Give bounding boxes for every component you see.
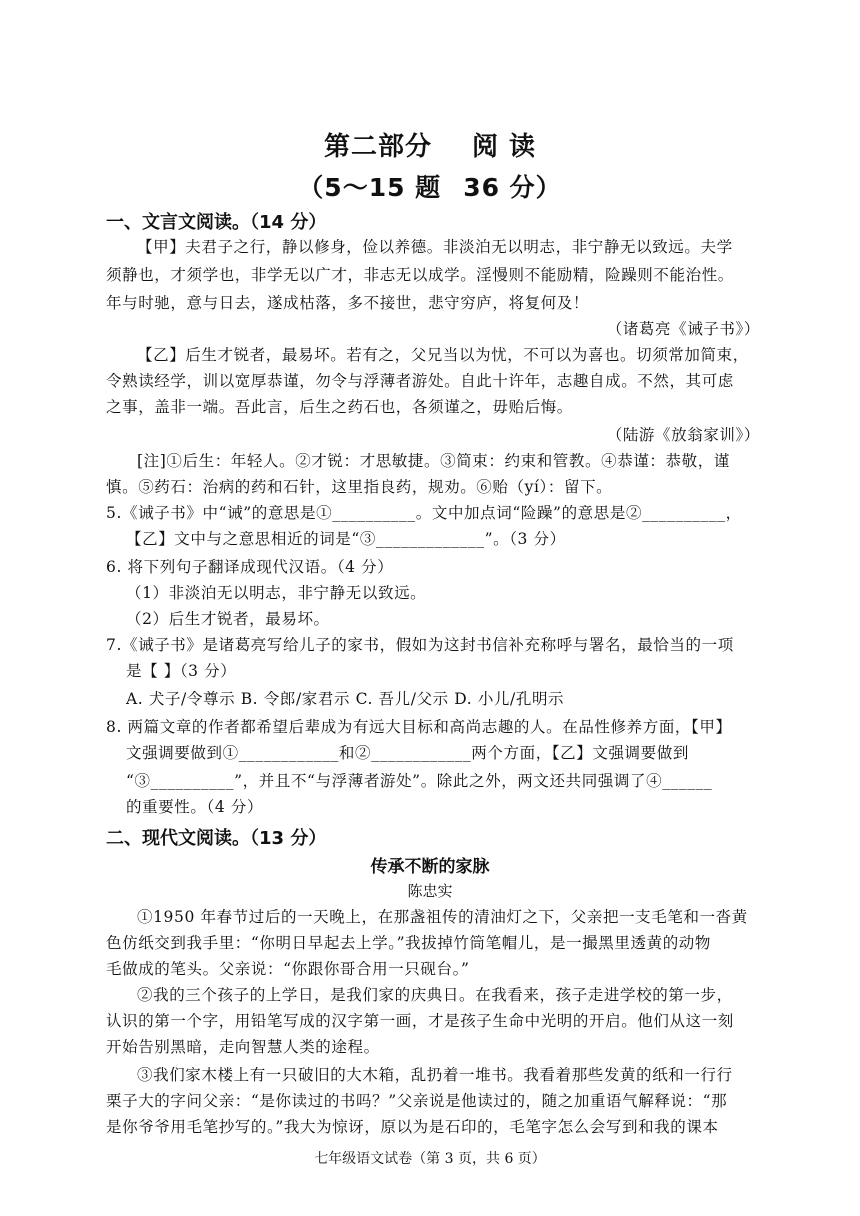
part-subtitle-left: （5～15 题	[298, 173, 442, 202]
p1-line-2: 色仿纸交到我手里：“你明日早起去上学。”我拔掉竹筒笔帽儿，是一撮黑里透黄的动物	[106, 934, 712, 952]
q8-line-3: “③__________”，并且不“与浮薄者游处”。除此之外，两文还共同强调了④______	[126, 772, 713, 790]
part-title	[0, 126, 860, 163]
jia-line-1: 【甲】夫君子之行，静以修身，俭以养德。非淡泊无以明志，非宁静无以致远。夫学	[137, 238, 733, 256]
p1-line-3: 毛做成的笔头。父亲说：“你跟你哥合用一只砚台。”	[106, 960, 470, 978]
q6-line-2: （1）非淡泊无以明志，非宁静无以致远。	[126, 584, 427, 602]
p3-line-1: ③我们家木楼上有一只破旧的大木箱，乱扔着一堆书。我看着那些发黄的纸和一行行	[137, 1066, 733, 1084]
yi-line-1: 【乙】后生才锐者，最易坏。若有之，父兄当以为忧，不可以为喜也。切须常加简束，	[137, 346, 749, 364]
p3-line-2: 栗子大的字问父亲：“是你读过的书吗？”父亲说是他读过的，随之加重语气解释说：“那	[106, 1092, 728, 1110]
jia-line-3: 年与时驰，意与日去，遂成枯落，多不接世，悲守穷庐，将复何及！	[106, 294, 590, 312]
q5-line-2: 【乙】文中与之意思相近的词是“③_____________”。（3 分）	[126, 530, 566, 548]
jia-line-2: 须静也，才须学也，非学无以广才，非志无以成学。淫慢则不能励精，险躁则不能治性。	[106, 266, 734, 284]
part-title-left: 第二部分	[323, 132, 432, 162]
q6-line-1: 6. 将下列句子翻译成现代汉语。（4 分）	[106, 558, 394, 576]
q5-line-1: 5.《诫子书》中“诫”的意思是①__________。文中加点词“险躁”的意思是②__________，	[106, 504, 742, 522]
note-line-2: 慎。⑤药石：治病的药和石针，这里指良药，规劝。⑥贻（yí）：留下。	[106, 478, 613, 496]
essay-author: 陈忠实	[407, 882, 453, 900]
jia-source: （诸葛亮《诫子书》）	[606, 320, 760, 338]
q7-options: A. 犬子/令尊示 B. 令郎/家君示 C. 吾儿/父示 D. 小儿/孔明示	[126, 690, 565, 708]
part-subtitle-right: 36 分）	[463, 173, 562, 202]
q8-line-4: 的重要性。（4 分）	[126, 798, 264, 816]
q8-line-2: 文强调要做到①____________和②____________两个方面，【乙】文强调要做到	[126, 744, 689, 762]
q7-line-1: 7.《诫子书》是诸葛亮写给儿子的家书，假如为这封书信补充称呼与署名，最恰当的一项	[106, 636, 734, 654]
p3-line-3: 是你爷爷用毛笔抄写的。”我大为惊讶，原以为是石印的，毛笔字怎么会写到和我的课本	[106, 1118, 719, 1136]
p2-line-2: 认识的第一个字，用铅笔写成的汉字第一画，才是孩子生命中光明的开启。他们从这一刻	[106, 1012, 734, 1030]
q7-line-2: 是【 】（3 分）	[126, 662, 237, 680]
page-footer: 七年级语文试卷（第 3 页，共 6 页）	[314, 1151, 546, 1167]
section2-heading: 二、现代文阅读。（13 分）	[106, 828, 327, 849]
yi-source: （陆游《放翁家训》）	[606, 426, 760, 444]
q8-line-1: 8. 两篇文章的作者都希望后辈成为有远大目标和高尚志趣的人。在品性修养方面，【甲】	[106, 718, 732, 736]
essay-title: 传承不断的家脉	[370, 857, 490, 877]
section1-heading: 一、文言文阅读。（14 分）	[106, 212, 327, 233]
p2-line-3: 开始告别黑暗，走向智慧人类的途程。	[106, 1038, 380, 1056]
note-line-1: [注]①后生：年轻人。②才锐：才思敏捷。③简束：约束和管教。④恭谨：恭敬，谨	[137, 452, 730, 470]
part-title-right: 阅 读	[471, 132, 537, 162]
q6-line-3: （2）后生才锐者，最易坏。	[126, 610, 330, 628]
p2-line-1: ②我的三个孩子的上学日，是我们家的庆典日。在我看来，孩子走进学校的第一步，	[137, 986, 733, 1004]
p1-line-1: ①1950 年春节过后的一天晚上，在那盏祖传的清油灯之下，父亲把一支毛笔和一沓黄	[137, 908, 748, 926]
yi-line-3: 之事，盖非一端。吾此言，后生之药石也，各须谨之，毋贻后悔。	[106, 398, 573, 416]
part-subtitle	[0, 168, 860, 204]
yi-line-2: 令熟读经学，训以宽厚恭谨，勿令与浮薄者游处。自此十许年，志趣自成。不然，其可虑	[106, 372, 734, 390]
